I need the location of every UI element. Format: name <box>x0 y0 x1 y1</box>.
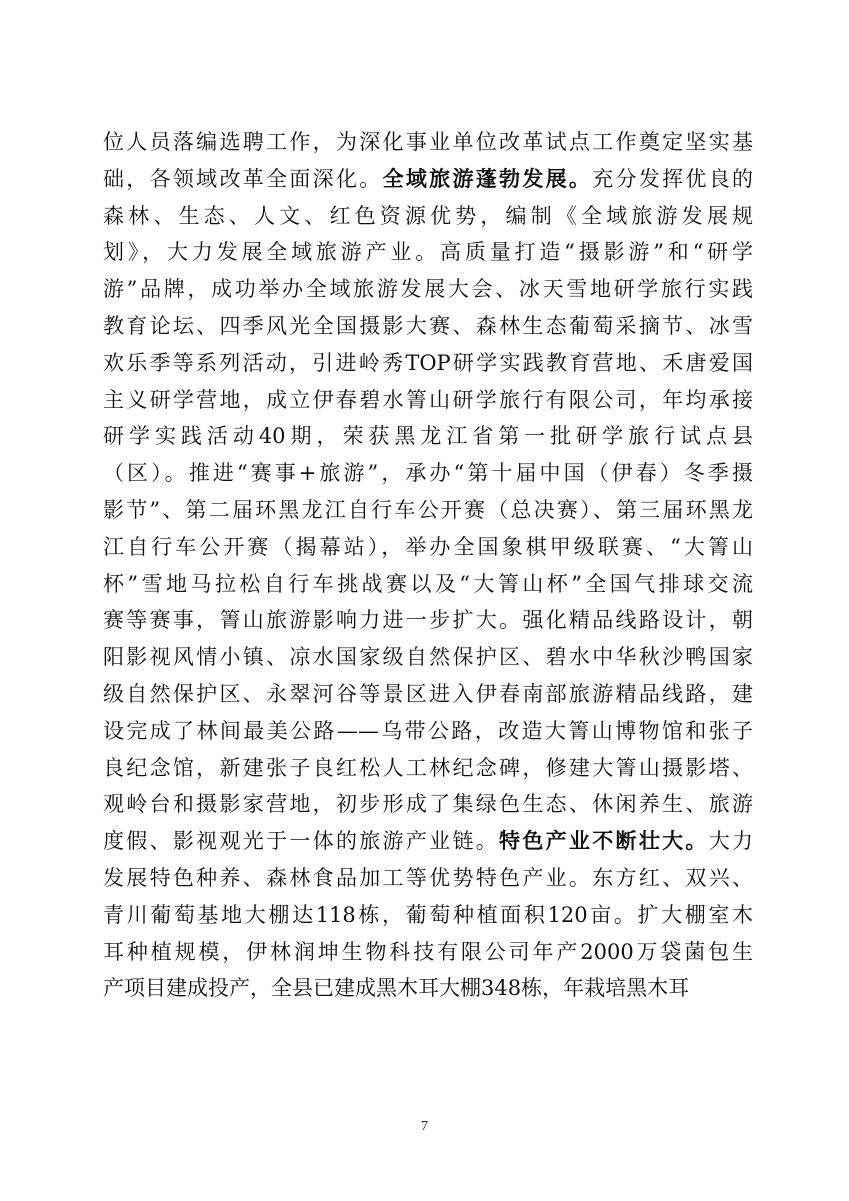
text-line <box>103 934 753 971</box>
body-text <box>103 124 753 1007</box>
line-text: 赛等赛事，箐山旅游影响力进一步扩大。强化精品线路设计，朝 <box>103 608 753 633</box>
text-line <box>103 234 753 271</box>
line-text: 度假、影视观光于一体的旅游产业链。 <box>103 829 500 854</box>
line-text: 充分发挥优良的 <box>592 166 754 191</box>
line-text: 观岭台和摄影家营地，初步形成了集绿色生态、休闲养生、旅游 <box>103 792 753 817</box>
line-text: 教育论坛、四季风光全国摄影大赛、森林生态葡萄采摘节、冰雪 <box>103 313 753 338</box>
text-line <box>103 308 753 345</box>
text-line <box>103 676 753 713</box>
line-text: 森林、生态、人文、红色资源优势，编制《全域旅游发展规 <box>103 203 753 228</box>
text-line <box>103 860 753 897</box>
line-text: 位人员落编选聘工作，为深化事业单位改革试点工作奠定坚实基 <box>103 130 753 154</box>
line-text: 主义研学营地，成立伊春碧水箐山研学旅行有限公司，年均承接 <box>103 387 753 412</box>
text-line <box>103 161 753 198</box>
line-text: （区）。推进“赛事+旅游”，承办“第十届中国（伊春）冬季摄 <box>103 461 753 486</box>
text-line <box>103 455 753 492</box>
line-text: 江自行车公开赛（揭幕站），举办全国象棋甲级联赛、“大箐山 <box>103 534 753 559</box>
text-line <box>103 418 753 455</box>
text-line <box>103 124 753 161</box>
text-line <box>103 566 753 603</box>
text-line <box>103 271 753 308</box>
line-text: 大力 <box>708 829 754 854</box>
text-line <box>103 198 753 235</box>
text-line <box>103 529 753 566</box>
line-text: 设完成了林间最美公路——乌带公路，改造大箐山博物馆和张子 <box>103 718 753 743</box>
line-text: 划》，大力发展全域旅游产业。高质量打造“摄影游”和“研学 <box>103 240 753 265</box>
line-text: 产项目建成投产，全县已建成黑木耳大棚348栋，年栽培黑木耳 <box>103 976 690 1001</box>
text-line <box>103 786 753 823</box>
line-text: 青川葡萄基地大棚达118栋，葡萄种植面积120亩。扩大棚室木 <box>103 902 753 927</box>
bold-heading: 全域旅游蓬勃发展。 <box>382 166 593 191</box>
text-line <box>103 970 753 1007</box>
line-text: 杯”雪地马拉松自行车挑战赛以及“大箐山杯”全国气排球交流 <box>103 571 753 596</box>
text-line <box>103 602 753 639</box>
text-line <box>103 492 753 529</box>
bold-heading: 特色产业不断壮大。 <box>499 829 709 854</box>
text-line <box>103 713 753 750</box>
line-text: 研学实践活动40期，荣获黑龙江省第一批研学旅行试点县 <box>103 424 753 449</box>
line-text: 发展特色种养、森林食品加工等优势特色产业。东方红、双兴、 <box>103 865 753 890</box>
text-line <box>103 750 753 787</box>
page-number: 7 <box>421 1119 428 1134</box>
line-text: 础，各领域改革全面深化。 <box>103 166 383 191</box>
line-text: 级自然保护区、永翠河谷等景区进入伊春南部旅游精品线路，建 <box>103 681 753 706</box>
line-text: 游”品牌，成功举办全域旅游发展大会、冰天雪地研学旅行实践 <box>103 277 753 302</box>
line-text: 良纪念馆，新建张子良红松人工林纪念碑，修建大箐山摄影塔、 <box>103 755 753 780</box>
text-line <box>103 382 753 419</box>
line-text: 阳影视风情小镇、凉水国家级自然保护区、碧水中华秋沙鸭国家 <box>103 645 753 670</box>
line-text: 欢乐季等系列活动，引进岭秀TOP研学实践教育营地、禾唐爱国 <box>103 350 753 375</box>
text-line <box>103 823 753 860</box>
text-line <box>103 345 753 382</box>
text-line <box>103 639 753 676</box>
line-text: 影节”、第二届环黑龙江自行车公开赛（总决赛）、第三届环黑龙 <box>103 497 753 522</box>
line-text: 耳种植规模，伊林润坤生物科技有限公司年产2000万袋菌包生 <box>103 939 753 964</box>
text-line <box>103 897 753 934</box>
